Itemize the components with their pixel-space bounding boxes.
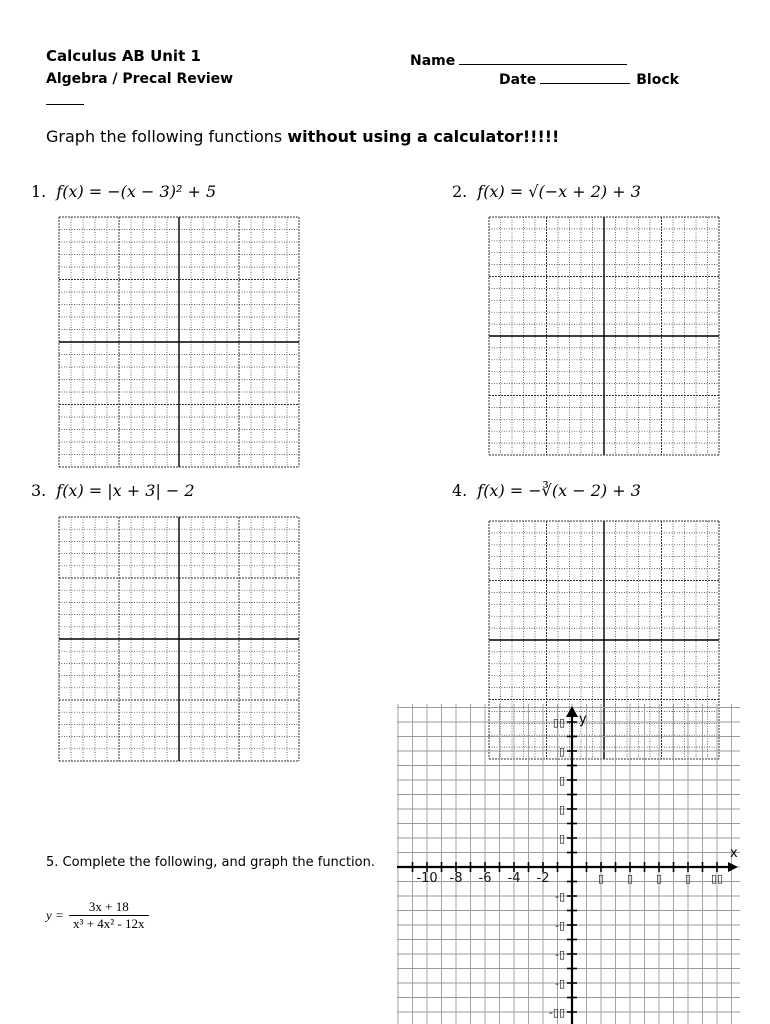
y-tick-label: -▯ bbox=[554, 948, 565, 961]
problem-number: 1. bbox=[31, 182, 47, 201]
problem-number: 3. bbox=[31, 481, 47, 500]
coordinate-plane[interactable] bbox=[397, 704, 740, 1024]
y-tick-label: -▯ bbox=[554, 919, 565, 932]
fraction bbox=[69, 899, 148, 932]
x-tick-label: -8 bbox=[449, 871, 463, 886]
denominator: x³ + 4x² - 12x bbox=[73, 916, 145, 931]
problem-2 bbox=[452, 182, 641, 201]
x-tick-label: ▯ bbox=[597, 872, 605, 885]
problem-function: f(x) = −(x − 3)² + 5 bbox=[56, 182, 217, 201]
problem-4 bbox=[452, 481, 641, 500]
y-axis-label: y bbox=[579, 712, 587, 727]
graph-grid-2[interactable] bbox=[488, 216, 720, 456]
instructions-text: Graph the following functions bbox=[46, 127, 288, 146]
x-axis-arrow bbox=[728, 862, 738, 872]
x-tick-label: -6 bbox=[478, 871, 492, 886]
instructions bbox=[46, 127, 559, 146]
name-blank[interactable] bbox=[459, 52, 627, 65]
x-tick-label: ▯ bbox=[626, 872, 634, 885]
numerator: 3x + 18 bbox=[69, 899, 148, 916]
problem-function: f(x) = √(−x + 2) + 3 bbox=[477, 182, 641, 201]
problem-1 bbox=[31, 182, 216, 201]
y-tick-label: ▯ bbox=[558, 774, 565, 787]
page-title: Calculus AB Unit 1 bbox=[46, 47, 201, 65]
rational-function bbox=[46, 899, 149, 932]
instructions-emphasis: without using a calculator!!!!! bbox=[287, 127, 560, 146]
y-tick-label: ▯ bbox=[558, 832, 565, 845]
date-blank[interactable] bbox=[540, 71, 630, 84]
problem-3 bbox=[31, 481, 195, 500]
problem-5-prompt: 5. Complete the following, and graph the function. bbox=[46, 855, 375, 870]
function-lhs: y = bbox=[46, 907, 64, 923]
date-label: Date bbox=[499, 72, 537, 88]
x-tick-label: ▯ bbox=[684, 872, 692, 885]
y-tick-label: -▯ bbox=[554, 890, 565, 903]
x-tick-label: -4 bbox=[507, 871, 521, 886]
x-axis-label: x bbox=[730, 846, 738, 861]
problem-function: f(x) = −∛(x − 2) + 3 bbox=[477, 481, 641, 500]
problem-number: 4. bbox=[452, 481, 468, 500]
graph-grid-3[interactable] bbox=[58, 516, 300, 762]
x-tick-label: -2 bbox=[536, 871, 550, 886]
y-tick-label: ▯ bbox=[558, 745, 565, 758]
date-block-field bbox=[499, 71, 679, 88]
page-subtitle: Algebra / Precal Review bbox=[46, 71, 234, 87]
block-label: Block bbox=[636, 72, 679, 88]
y-tick-label: -▯▯ bbox=[548, 1006, 565, 1019]
divider bbox=[46, 104, 84, 105]
name-field bbox=[410, 52, 627, 69]
name-label: Name bbox=[410, 53, 456, 69]
problem-number: 2. bbox=[452, 182, 468, 201]
y-tick-label: -▯ bbox=[554, 977, 565, 990]
x-tick-label: ▯ bbox=[655, 872, 663, 885]
x-tick-label: ▯▯ bbox=[710, 872, 724, 885]
graph-grid-1[interactable] bbox=[58, 216, 300, 468]
y-tick-label: ▯ bbox=[558, 803, 565, 816]
x-tick-label: -10 bbox=[416, 871, 438, 886]
problem-function: f(x) = |x + 3| − 2 bbox=[56, 481, 195, 500]
y-tick-label: ▯▯ bbox=[552, 716, 565, 729]
